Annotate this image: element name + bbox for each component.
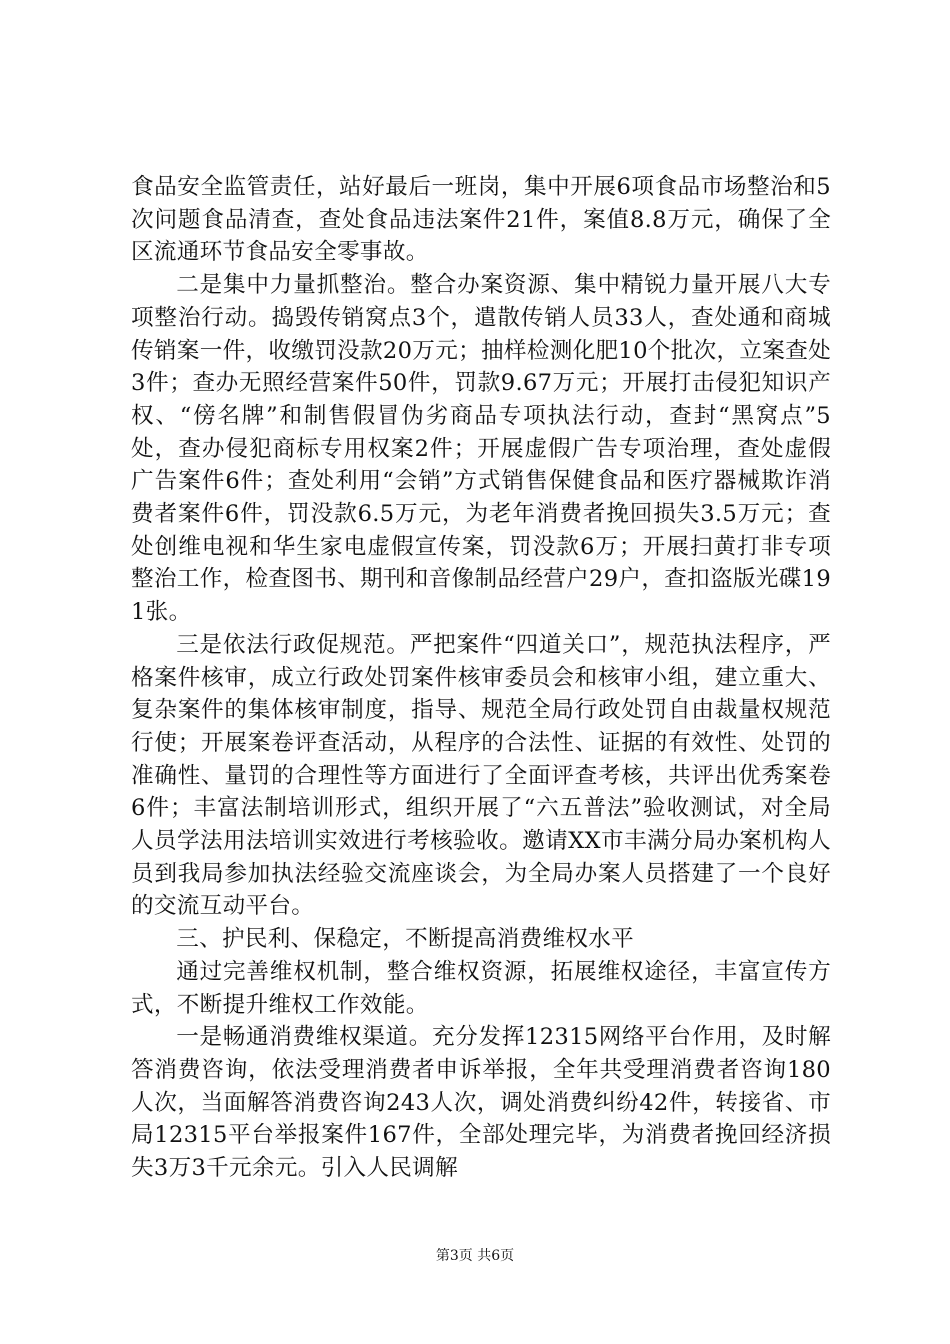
paragraph-rectification: 二是集中力量抓整治。整合办案资源、集中精锐力量开展八大专项整治行动。捣毁传销窝点3个，遣散传销人员33人，查处通和商城传销案一件，收缴罚没款20万元；抽样检测化肥10个批次，立案查处3件；查办无照经营案件50件，罚款9.67万元；开展打击侵犯知识产权、“傍名牌”和制售假冒伪劣商品专项执法行动，查封“黑窝点”5处，查办侵犯商标专用权案2件；开展虚假广告专项治理，查处虚假广告案件6件；查处利用“会销”方式销售保健食品和医疗器械欺诈消费者案件6件，罚没款6.5万元，为老年消费者挽回损失3.5万元；查处创维电视和华生家电虚假宣传案，罚没款6万；开展扫黄打非专项整治工作，检查图书、期刊和音像制品经营户29户，查扣盗版光碟191张。 [131,272,831,626]
document-body [131,171,831,1185]
paragraph-food-safety-continuation: 食品安全监管责任，站好最后一班岗，集中开展6项食品市场整治和5次问题食品清查，查处食品违法案件21件，案值8.8万元，确保了全区流通环节食品安全零事故。 [131,174,831,266]
page-number-footer: 第3页 共6页 [435,1248,515,1264]
paragraph-administration: 三是依法行政促规范。严把案件“四道关口”，规范执法程序，严格案件核审，成立行政处罚案件核审委员会和核审小组，建立重大、复杂案件的集体核审制度，指导、规范全局行政处罚自由裁量权规范行使；开展案卷评查活动，从程序的合法性、证据的有效性、处罚的准确性、量罚的合理性等方面进行了全面评查考核，共评出优秀案卷6件；丰富法制培训形式，组织开展了“六五普法”验收测试，对全局人员学法用法培训实效进行考核验收。邀请XX市丰满分局办案机构人员到我局参加执法经验交流座谈会，为全局办案人员搭建了一个良好的交流互动平台。 [131,631,832,920]
section-heading-consumer-rights: 三、护民利、保稳定，不断提高消费维权水平 [176,926,635,953]
paragraph-rights-intro: 通过完善维权机制，整合维权资源，拓展维权途径，丰富宣传方式，不断提升维权工作效能。 [131,958,831,1018]
paragraph-rights-channels: 一是畅通消费维权渠道。充分发挥12315网络平台作用，及时解答消费咨询，依法受理消费者申诉举报，全年共受理消费者咨询180人次，当面解答消费咨询243人次，调处消费纠纷42件，转接省、市局12315平台举报案件167件，全部处理完毕，为消费者挽回经济损失3万3千元余元。引入人民调解 [131,1024,831,1182]
